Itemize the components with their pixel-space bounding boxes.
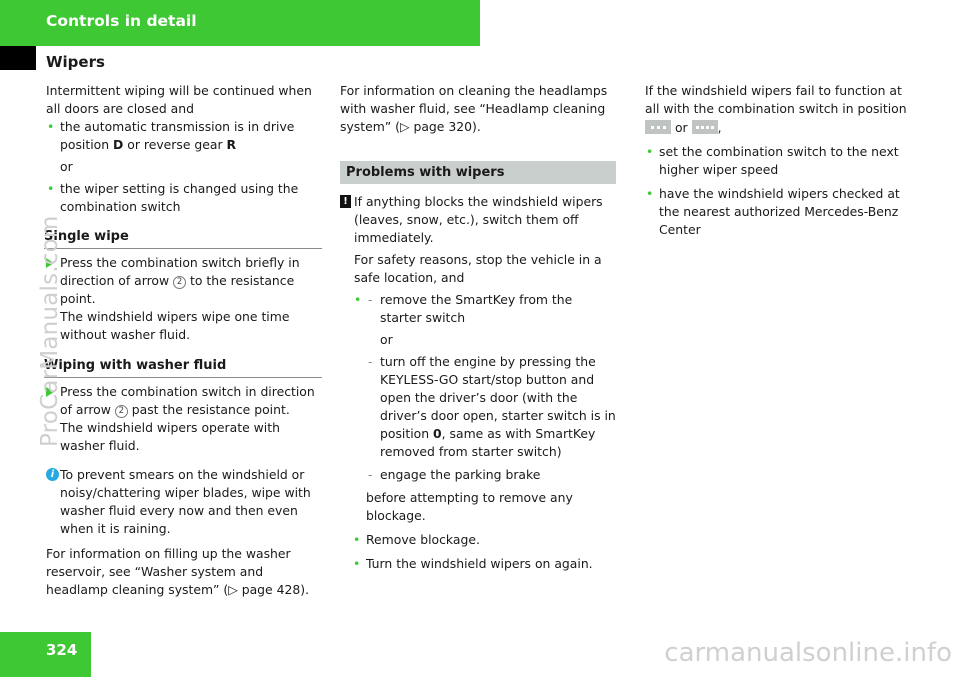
or-text: or bbox=[60, 159, 73, 174]
bullet-text: the wiper setting is changed using the combination switch bbox=[60, 181, 299, 214]
dash-text: remove the SmartKey from the starter switch bbox=[380, 292, 573, 325]
bullet-dot-icon: • bbox=[353, 532, 361, 547]
switch-positions bbox=[645, 119, 910, 137]
bullet-text: the automatic transmission is in drive position bbox=[60, 119, 295, 152]
switch-position-2-icon bbox=[645, 120, 671, 134]
dash-item-brake bbox=[340, 466, 616, 484]
bullet-dot-icon: • bbox=[47, 181, 55, 196]
bullet-wiper-setting bbox=[46, 180, 322, 216]
bullet-dot-icon: • bbox=[47, 119, 55, 134]
washer-wipe-heading: Wiping with washer fluid bbox=[44, 357, 322, 378]
bullet-text: or reverse gear bbox=[123, 137, 227, 152]
chapter-title: Controls in detail bbox=[46, 12, 197, 30]
fail-intro-text: If the windshield wipers fail to function at all with the combination switch in position bbox=[645, 83, 907, 116]
or-text: or bbox=[674, 120, 688, 135]
step-text: past the resistance point. bbox=[127, 402, 290, 417]
watermark-left: ProCarManuals.com bbox=[37, 215, 63, 447]
washer-wipe-step bbox=[46, 383, 322, 419]
header-black-marker bbox=[0, 46, 36, 70]
dash-item-keyless bbox=[340, 353, 616, 461]
bullet-text: set the combination switch to the next higher wiper speed bbox=[659, 144, 899, 177]
arrow-number-icon: 2 bbox=[115, 405, 128, 418]
fill-reservoir-text: For information on filling up the washer reservoir, see “Washer system and headlamp cleaning system” (▷ page 428). bbox=[46, 546, 310, 597]
step-text: Press the combination switch briefly in direction of arrow bbox=[60, 255, 300, 288]
bullet-text: Turn the windshield wipers on again. bbox=[366, 556, 593, 571]
column-2 bbox=[340, 82, 616, 573]
info-icon: i bbox=[46, 468, 59, 481]
bullet-dot-icon: • bbox=[353, 556, 361, 571]
info-note bbox=[46, 466, 322, 538]
warning-text: If anything blocks the windshield wipers (leaves, snow, etc.), switch them off immediately. bbox=[354, 194, 603, 245]
single-wipe-heading: Single wipe bbox=[44, 228, 322, 249]
switch-position-3-icon bbox=[692, 120, 718, 134]
bullet-dot-icon: • bbox=[646, 144, 654, 159]
page-number: 324 bbox=[46, 641, 78, 659]
safety-text: For safety reasons, stop the vehicle in a safe location, and bbox=[354, 252, 602, 285]
headlamp-cleaning-text: For information on cleaning the headlamps with washer fluid, see “Headlamp cleaning system” (▷ page 320). bbox=[340, 83, 608, 134]
step-text: to the resistance point. bbox=[60, 273, 295, 306]
column-1 bbox=[46, 82, 322, 599]
bullet-next-speed bbox=[645, 143, 910, 179]
dash-item-smartkey bbox=[340, 291, 616, 327]
dash-icon: - bbox=[368, 467, 373, 482]
step-text: Press the combination switch in direction of arrow bbox=[60, 384, 315, 417]
position-zero: 0 bbox=[433, 426, 442, 441]
bullet-turn-on bbox=[340, 555, 616, 573]
gear-r: R bbox=[226, 137, 237, 152]
bullet-dot-icon: • bbox=[354, 292, 362, 307]
arrow-number-icon: 2 bbox=[173, 276, 186, 289]
washer-wipe-result: The windshield wipers operate with washer fluid. bbox=[60, 420, 280, 453]
bullet-transmission bbox=[46, 118, 322, 154]
dash-text: , same as with SmartKey removed from starter switch) bbox=[380, 426, 596, 459]
bullet-remove bbox=[340, 531, 616, 549]
single-wipe-step bbox=[46, 254, 322, 308]
section-title: Wipers bbox=[46, 53, 105, 71]
single-wipe-result: The windshield wipers wipe one time without washer fluid. bbox=[60, 309, 290, 342]
intermittent-text: Intermittent wiping will be continued when all doors are closed and bbox=[46, 83, 312, 116]
bullet-text: have the windshield wipers checked at the nearest authorized Mercedes-Benz Center bbox=[659, 186, 900, 237]
info-text: To prevent smears on the windshield or noisy/chattering wiper blades, wipe with washer fluid every now and then even when it is raining. bbox=[60, 467, 311, 536]
before-text: before attempting to remove any blockage. bbox=[366, 490, 573, 523]
bullet-checked bbox=[645, 185, 910, 239]
bullet-text: Remove blockage. bbox=[366, 532, 480, 547]
warning-icon: ! bbox=[340, 195, 351, 208]
dash-text: engage the parking brake bbox=[380, 467, 541, 482]
watermark-bottom: carmanualsonline.info bbox=[664, 638, 952, 668]
or-text: or bbox=[380, 332, 393, 347]
gear-d: D bbox=[113, 137, 124, 152]
comma-text: , bbox=[717, 120, 722, 135]
dash-text: turn off the engine by pressing the KEYLESS-GO start/stop button and open the driver’s door (with the driver’s door open, starter switch is in position bbox=[380, 354, 616, 441]
problems-panel-heading: Problems with wipers bbox=[340, 161, 616, 184]
warning-note bbox=[340, 193, 616, 247]
dash-icon: - bbox=[368, 292, 373, 307]
bullet-dot-icon: • bbox=[646, 186, 654, 201]
column-3 bbox=[645, 82, 910, 239]
dash-icon: - bbox=[368, 354, 373, 369]
